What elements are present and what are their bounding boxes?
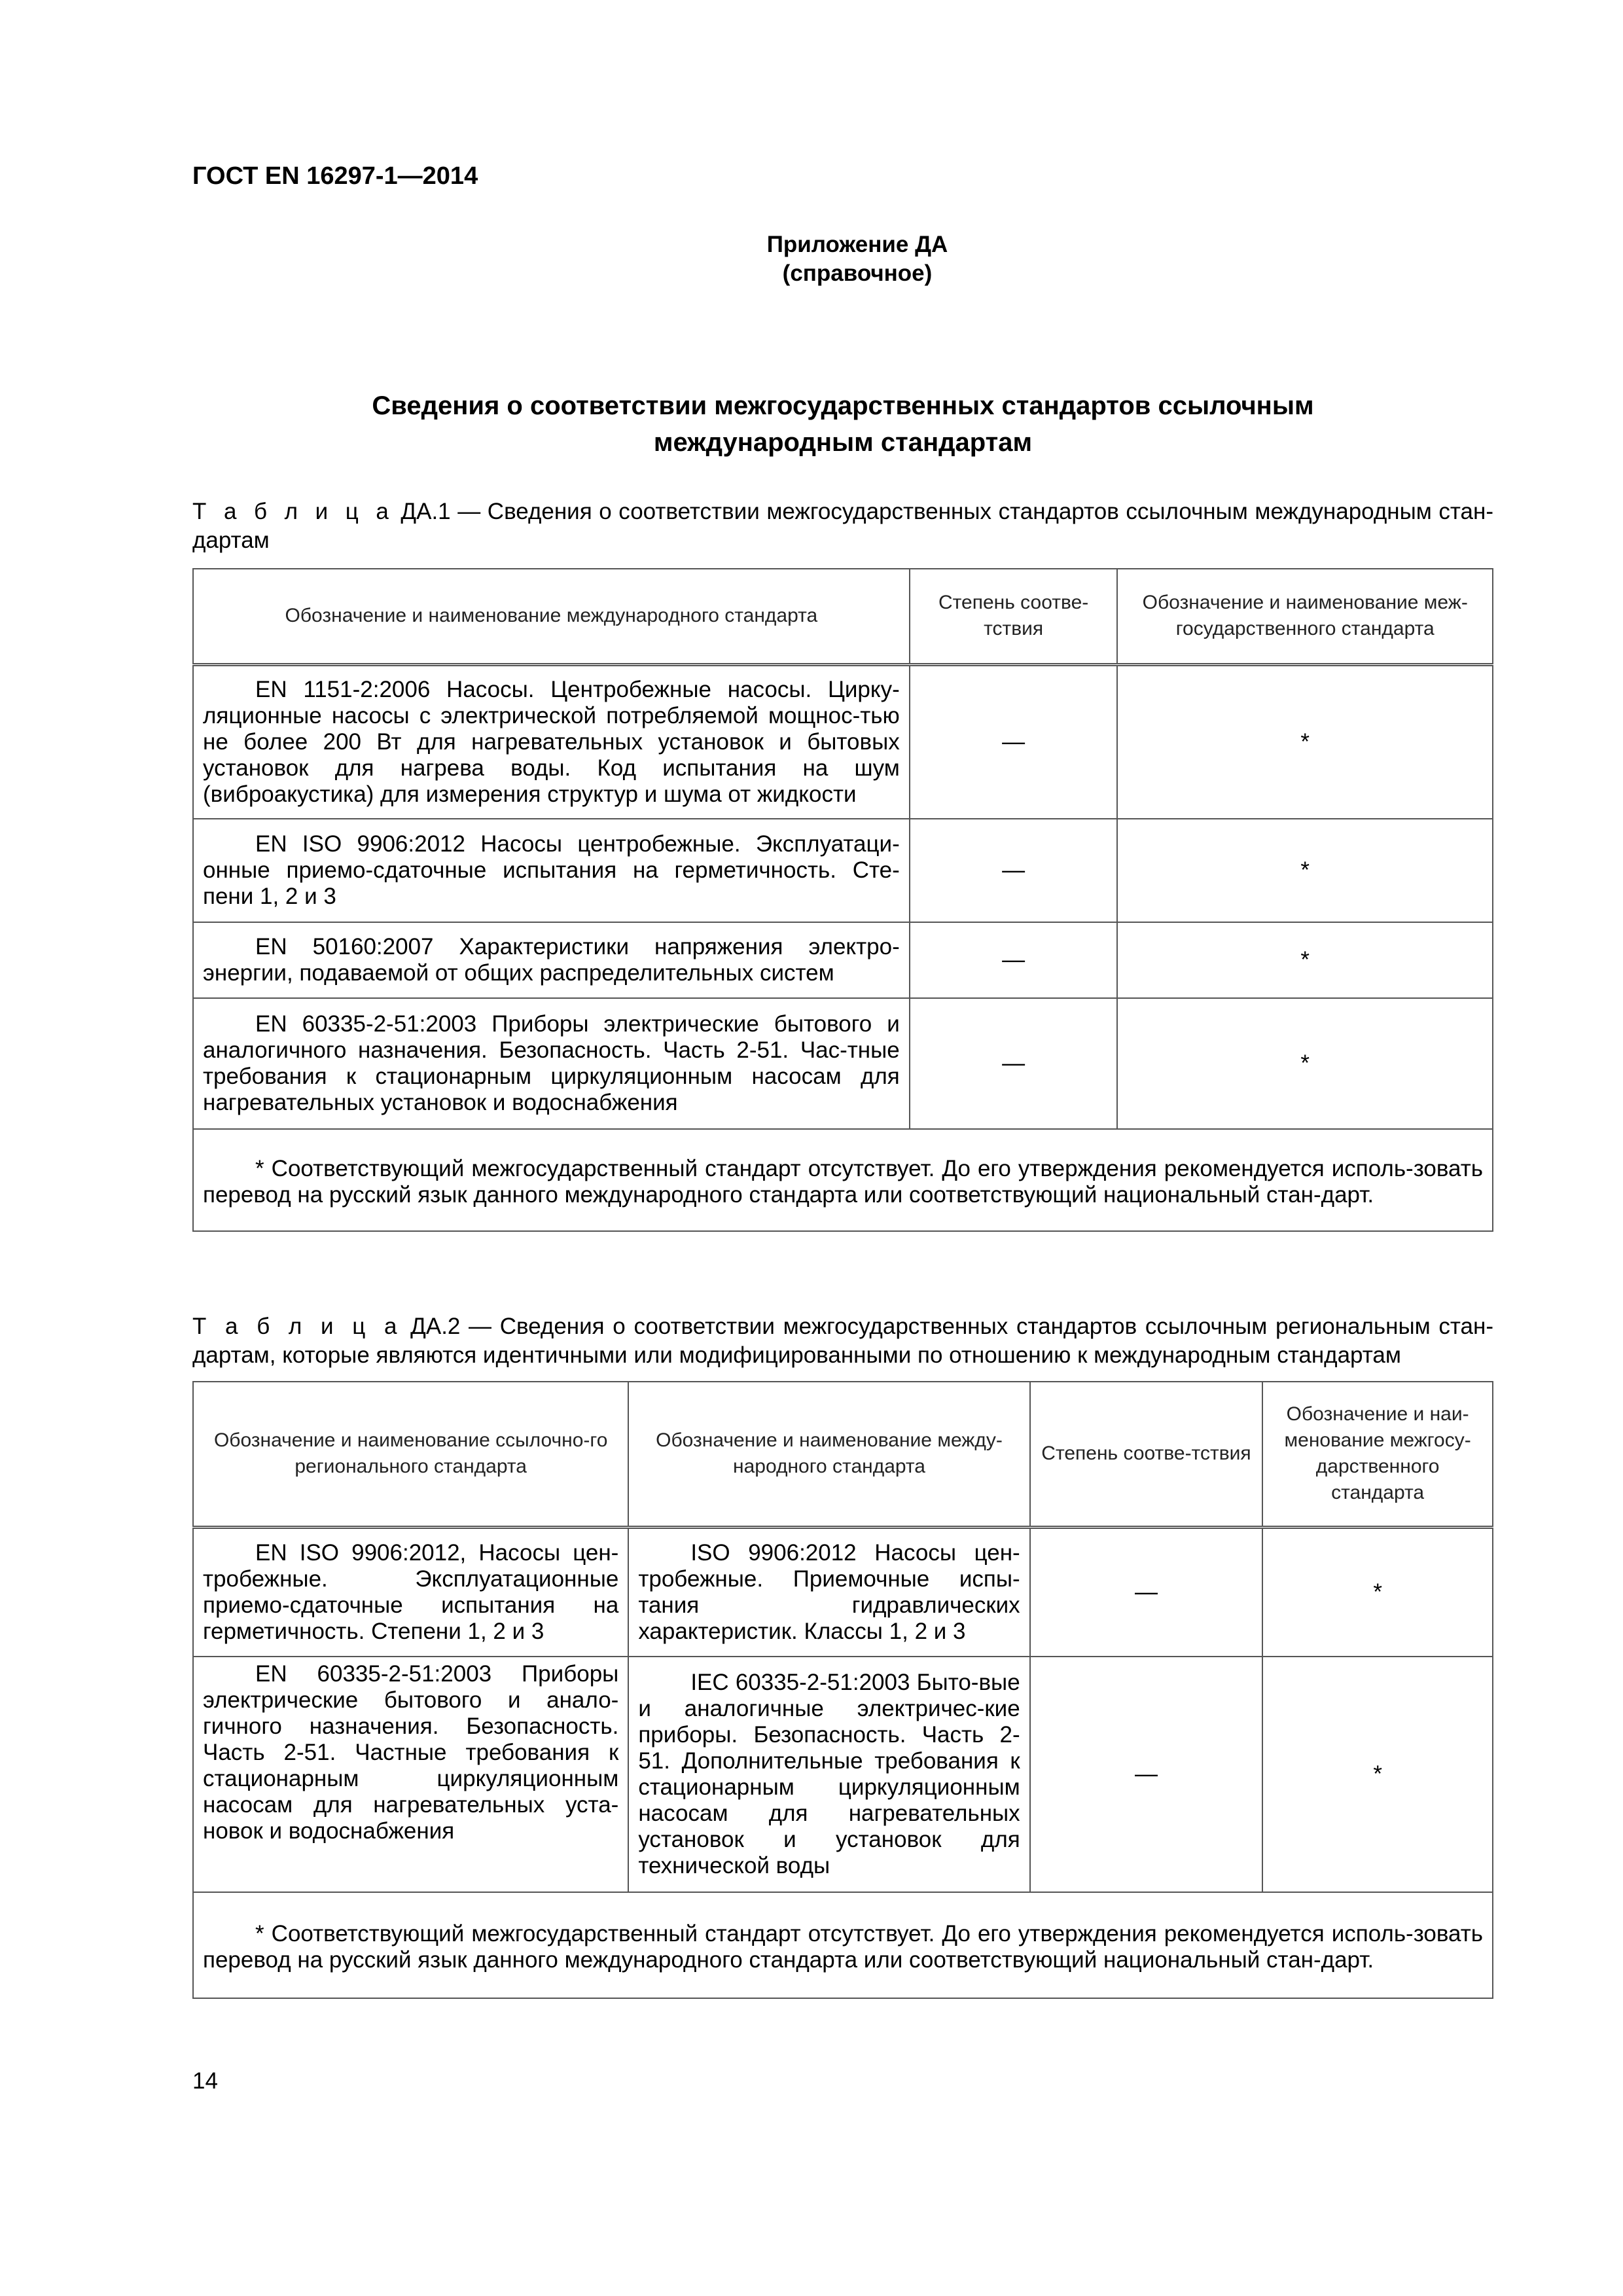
table1-row3-interstate: * (1117, 922, 1493, 998)
table2-row1-international: ISO 9906:2012 Насосы цен-тробежные. Приемочные испы-тания гидравлических характеристик. Классы 1, 2 и 3 (628, 1527, 1029, 1657)
table2-row2-regional: EN 60335-2-51:2003 Приборы электрические бытового и анало-гичного назначения. Безопасность. Часть 2-51. Частные требования к стационарным циркуляционным насосам для нагревательных уста-новок и водоснабжения (193, 1657, 628, 1892)
table1-row4-degree: — (910, 998, 1118, 1129)
table1-caption-text: ДА.1 — Сведения о соответствии межгосударственных стандартов ссылочным международным стан-дартам (192, 499, 1493, 553)
table-row (193, 1527, 1493, 1657)
appendix-subtitle: (справочное) (782, 260, 933, 286)
table2-header-international: Обозначение и наименование между-народного стандарта (628, 1382, 1029, 1527)
table-row (193, 922, 1493, 998)
table-da2 (192, 1381, 1493, 1999)
section-title (192, 387, 1493, 461)
table1-row2-standard: EN ISO 9906:2012 Насосы центробежные. Эксплуатаци-онные приемо-сдаточные испытания на герметичность. Сте-пени 1, 2 и 3 (193, 819, 910, 922)
table2-header-degree: Степень соотве-тствия (1030, 1382, 1263, 1527)
table-row (193, 1657, 1493, 1892)
section-title-line2: международным стандартам (653, 428, 1033, 457)
table1-row4-standard: EN 60335-2-51:2003 Приборы электрические бытового и аналогичного назначения. Безопасность. Часть 2-51. Час-тные требования к стационарным циркуляционным насосам для нагревательных установок и водоснабжения (193, 998, 910, 1129)
table1-footnote: * Соответствующий межгосударственный стандарт отсутствует. До его утверждения рекомендуется исполь-зовать перевод на русский язык данного международного стандарта или соответствующий национальный стан-дарт. (193, 1129, 1493, 1231)
appendix-title: Приложение ДА (766, 232, 948, 257)
table2-row1-interstate: * (1262, 1527, 1493, 1657)
table2-row1-degree: — (1030, 1527, 1263, 1657)
table1-row3-degree: — (910, 922, 1118, 998)
page-number: 14 (192, 2068, 218, 2094)
table2-footnote: * Соответствующий межгосударственный стандарт отсутствует. До его утверждения рекомендуется исполь-зовать перевод на русский язык данного международного стандарта или соответствующий национальный стан-дарт. (193, 1892, 1493, 1998)
table1-header-interstate: Обозначение и наименование меж-государственного стандарта (1117, 569, 1493, 664)
table2-caption-text: ДА.2 — Сведения о соответствии межгосударственных стандартов ссылочным региональным стан-дартам, которые являются идентичными или модифицированными по отношению к международным стандартам (192, 1314, 1493, 1368)
table1-caption (192, 497, 1493, 555)
table-row (193, 819, 1493, 922)
table2-caption (192, 1312, 1493, 1370)
table1-row3-standard: EN 50160:2007 Характеристики напряжения электро-энергии, подаваемой от общих распределительных систем (193, 922, 910, 998)
table2-row1-regional: EN ISO 9906:2012, Насосы цен-тробежные. Эксплуатационные приемо-сдаточные испытания на герметичность. Степени 1, 2 и 3 (193, 1527, 628, 1657)
table-row (193, 664, 1493, 819)
table2-header-regional: Обозначение и наименование ссылочно-го регионального стандарта (193, 1382, 628, 1527)
table1-row1-standard: EN 1151-2:2006 Насосы. Центробежные насосы. Цирку-ляционные насосы с электрической потребляемой мощнос-тью не более 200 Вт для нагревательных установок и бытовых установок для нагрева воды. Код испытания на шум (виброакустика) для измерения структур и шума от жидкости (193, 664, 910, 819)
table-da1 (192, 568, 1493, 1232)
table2-row2-international: IEC 60335-2-51:2003 Быто-вые и аналогичные электричес-кие приборы. Безопасность. Часть 2-51. Дополнительные требования к стационарным циркуляционным насосам для нагревательных установок и установок для технической воды (628, 1657, 1029, 1892)
table1-row2-interstate: * (1117, 819, 1493, 922)
table2-row2-degree: — (1030, 1657, 1263, 1892)
section-title-line1: Сведения о соответствии межгосударственных стандартов ссылочным (372, 391, 1314, 420)
table1-caption-prefix: Т а б л и ц а (192, 499, 394, 524)
appendix-heading (681, 230, 1034, 288)
table2-row2-interstate: * (1262, 1657, 1493, 1892)
table1-row2-degree: — (910, 819, 1118, 922)
table1-header-international: Обозначение и наименование международного стандарта (193, 569, 910, 664)
table-row (193, 998, 1493, 1129)
table2-header-interstate: Обозначение и наи-менование межгосу-дарственного стандарта (1262, 1382, 1493, 1527)
table1-row1-interstate: * (1117, 664, 1493, 819)
table1-header-degree: Степень соотве-тствия (910, 569, 1118, 664)
table1-row4-interstate: * (1117, 998, 1493, 1129)
table1-row1-degree: — (910, 664, 1118, 819)
table2-caption-prefix: Т а б л и ц а (192, 1314, 402, 1339)
document-code: ГОСТ EN 16297-1—2014 (192, 162, 478, 190)
